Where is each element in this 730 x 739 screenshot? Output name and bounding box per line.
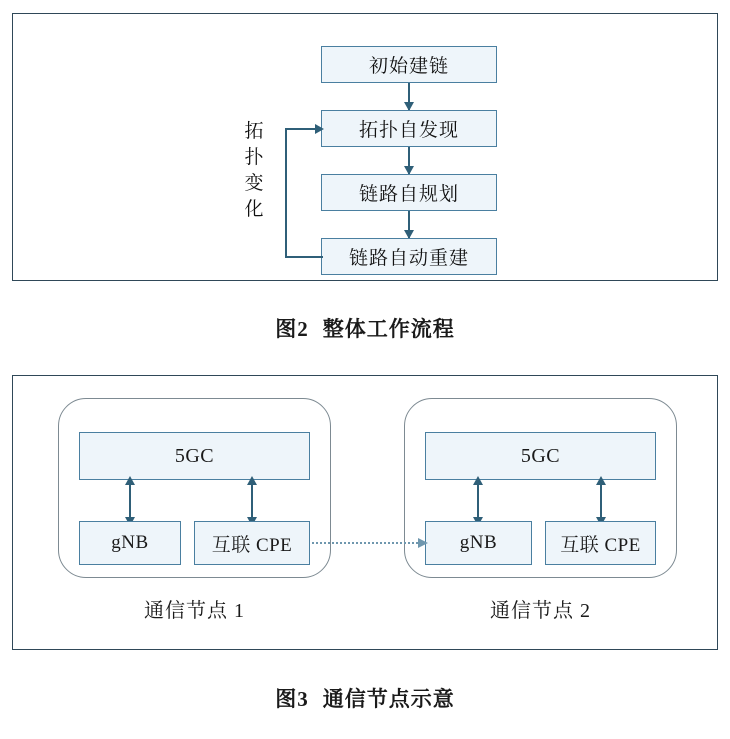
core-box-node1 xyxy=(79,432,310,480)
cpe-label: 互联 CPE xyxy=(211,534,293,556)
flow-box-label: 初始建链 xyxy=(368,56,449,77)
figure3-caption-text: 通信节点示意 xyxy=(322,687,455,711)
gnb-label: gNB xyxy=(111,532,149,553)
double-arrow-node1-cpe xyxy=(251,484,253,518)
figure2-caption-text: 整体工作流程 xyxy=(322,317,455,341)
node2-label: 通信节点 2 xyxy=(490,600,591,622)
arrow-down-3 xyxy=(408,211,410,238)
feedback-label-char-3: 变 xyxy=(244,173,264,194)
arrow-down-2 xyxy=(408,147,410,174)
core-box-label: 5GC xyxy=(520,444,561,467)
double-arrow-node1-gnb xyxy=(129,484,131,518)
figure2-caption xyxy=(0,313,730,343)
cpe-box-node2 xyxy=(545,521,656,565)
figure3-caption xyxy=(0,683,730,713)
feedback-line-bottom xyxy=(285,256,323,258)
feedback-label xyxy=(241,119,267,223)
flow-box-label: 链路自动重建 xyxy=(348,248,469,269)
node1-label: 通信节点 1 xyxy=(144,600,245,622)
flow-box-label: 拓扑自发现 xyxy=(358,120,459,141)
flow-box-topology-discovery xyxy=(321,110,497,147)
core-box-label: 5GC xyxy=(174,444,215,467)
core-box-node2 xyxy=(425,432,656,480)
gnb-box-node2 xyxy=(425,521,532,565)
arrow-down-1 xyxy=(408,83,410,110)
cpe-box-node1 xyxy=(194,521,310,565)
figure2-caption-number: 图2 xyxy=(275,317,309,341)
flow-box-link-planning xyxy=(321,174,497,211)
flow-box-link-rebuild xyxy=(321,238,497,275)
figure3-caption-number: 图3 xyxy=(275,687,309,711)
double-arrow-node2-cpe xyxy=(600,484,602,518)
feedback-arrow-top xyxy=(285,128,315,130)
cpe-label: 互联 CPE xyxy=(560,534,641,556)
figure2-frame xyxy=(12,13,718,281)
flow-box-label: 链路自规划 xyxy=(358,184,459,205)
flow-box-initial-link xyxy=(321,46,497,83)
feedback-label-char-1: 拓 xyxy=(244,121,264,142)
feedback-label-char-4: 化 xyxy=(244,199,264,220)
feedback-line-vertical xyxy=(285,129,287,258)
inter-node-dotted-link xyxy=(312,542,418,544)
feedback-label-char-2: 扑 xyxy=(244,147,264,168)
gnb-box-node1 xyxy=(79,521,181,565)
double-arrow-node2-gnb xyxy=(477,484,479,518)
gnb-label: gNB xyxy=(459,532,498,553)
